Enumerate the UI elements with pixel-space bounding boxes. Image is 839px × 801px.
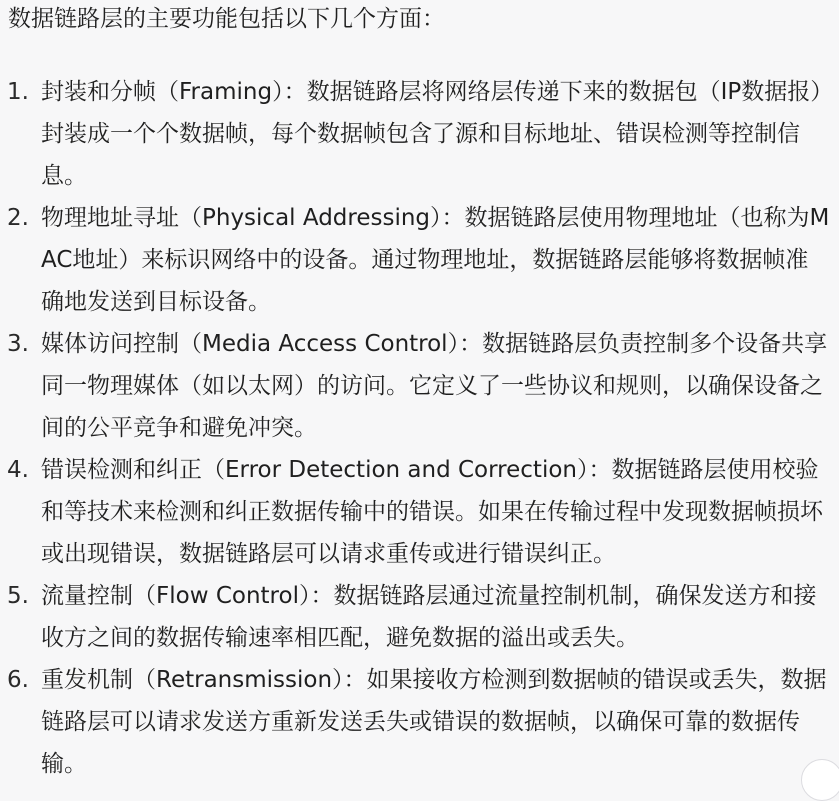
list-item <box>0 71 831 197</box>
list-item-number: 4. <box>7 457 29 483</box>
list-item-text: 媒体访问控制（Media Access Control）：数据链路层负责控制多个设备共享同一物理媒体（如以太网）的访问。它定义了一些协议和规则，以确保设备之间的公平竞争和避免冲突。 <box>41 331 828 441</box>
list-item <box>0 323 831 449</box>
intro-text: 数据链路层的主要功能包括以下几个方面： <box>8 6 445 32</box>
list-item-text: 物理地址寻址（Physical Addressing）：数据链路层使用物理地址（也称为MAC地址）来标识网络中的设备。通过物理地址，数据链路层能够将数据帧准确地发送到目标设备。 <box>41 205 830 315</box>
list-item <box>0 449 831 575</box>
list-item <box>0 197 831 323</box>
list-item-text: 流量控制（Flow Control）：数据链路层通过流量控制机制，确保发送方和接收方之间的数据传输速率相匹配，避免数据的溢出或丢失。 <box>41 583 817 651</box>
list-item <box>0 659 831 785</box>
list-item <box>0 575 831 659</box>
list-item-number: 2. <box>7 205 29 231</box>
list-item-number: 5. <box>7 583 29 609</box>
list-item-text: 重发机制（Retransmission）：如果接收方检测到数据帧的错误或丢失，数据链路层可以请求发送方重新发送丢失或错误的数据帧，以确保可靠的数据传输。 <box>41 667 827 777</box>
list-item-text: 错误检测和纠正（Error Detection and Correction）：数据链路层使用校验和等技术来检测和纠正数据传输中的错误。如果在传输过程中发现数据帧损坏或出现错误，数据链路层可以请求重传或进行错误纠正。 <box>41 457 823 567</box>
scroll-to-bottom-button[interactable] <box>801 759 839 801</box>
function-list <box>0 71 839 785</box>
list-item-number: 6. <box>7 667 29 693</box>
list-item-number: 1. <box>7 79 29 105</box>
list-item-number: 3. <box>7 331 29 357</box>
list-item-text: 封装和分帧（Framing）：数据链路层将网络层传递下来的数据包（IP数据报）封装成一个个数据帧，每个数据帧包含了源和目标地址、错误检测等控制信息。 <box>41 79 822 189</box>
